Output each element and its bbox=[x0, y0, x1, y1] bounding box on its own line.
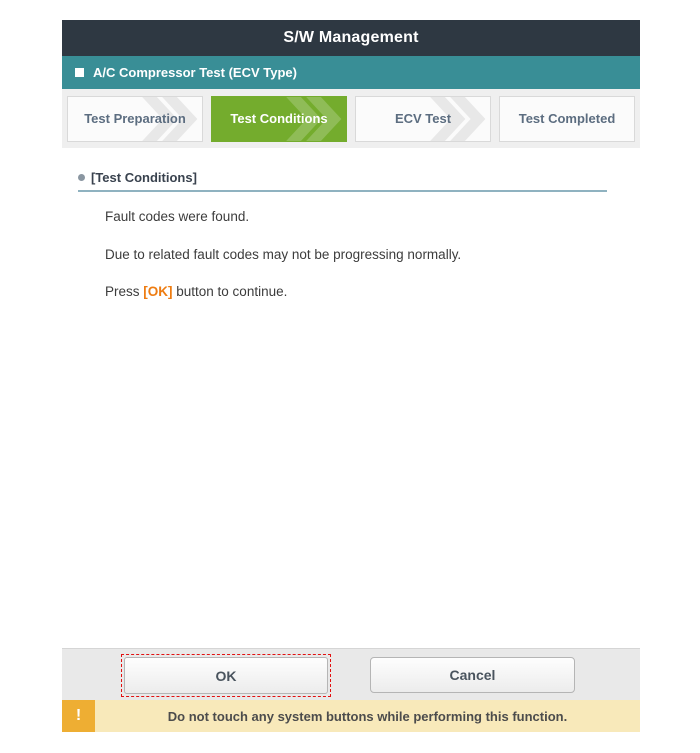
ok-button[interactable]: OK bbox=[124, 657, 328, 694]
sw-management-window bbox=[62, 20, 640, 732]
message-line bbox=[105, 285, 287, 299]
message-line: Due to related fault codes may not be progressing normally. bbox=[105, 247, 462, 262]
section-heading bbox=[78, 170, 197, 185]
warning-exclamation-icon: ! bbox=[62, 700, 95, 732]
section-title: [Test Conditions] bbox=[91, 170, 197, 185]
step-progress-bar bbox=[62, 89, 640, 148]
function-title: A/C Compressor Test (ECV Type) bbox=[93, 65, 297, 80]
warning-message: Do not touch any system buttons while performing this function. bbox=[167, 708, 568, 724]
press-prefix: Press bbox=[105, 284, 144, 299]
square-bullet-icon bbox=[75, 68, 84, 77]
button-bar bbox=[62, 648, 640, 700]
step-test-preparation bbox=[67, 96, 203, 142]
function-header-bar bbox=[62, 56, 640, 89]
press-suffix: button to continue. bbox=[172, 284, 288, 299]
step-test-conditions bbox=[211, 96, 347, 142]
step-label: Test Preparation bbox=[84, 111, 186, 126]
step-ecv-test bbox=[355, 96, 491, 142]
warning-bar bbox=[62, 700, 640, 732]
ok-highlight: [OK] bbox=[143, 284, 173, 299]
cancel-button[interactable]: Cancel bbox=[370, 657, 575, 693]
page-title: S/W Management bbox=[283, 29, 419, 46]
step-label: Test Completed bbox=[518, 111, 616, 126]
main-content-area bbox=[62, 148, 640, 648]
ok-button-focus-outline bbox=[121, 654, 331, 697]
step-test-completed bbox=[499, 96, 635, 142]
step-label: Test Conditions bbox=[230, 111, 328, 126]
bullet-icon bbox=[78, 174, 85, 181]
window-title-bar bbox=[62, 20, 640, 56]
section-underline bbox=[78, 190, 607, 192]
step-label: ECV Test bbox=[394, 111, 452, 126]
message-line: Fault codes were found. bbox=[105, 209, 250, 224]
